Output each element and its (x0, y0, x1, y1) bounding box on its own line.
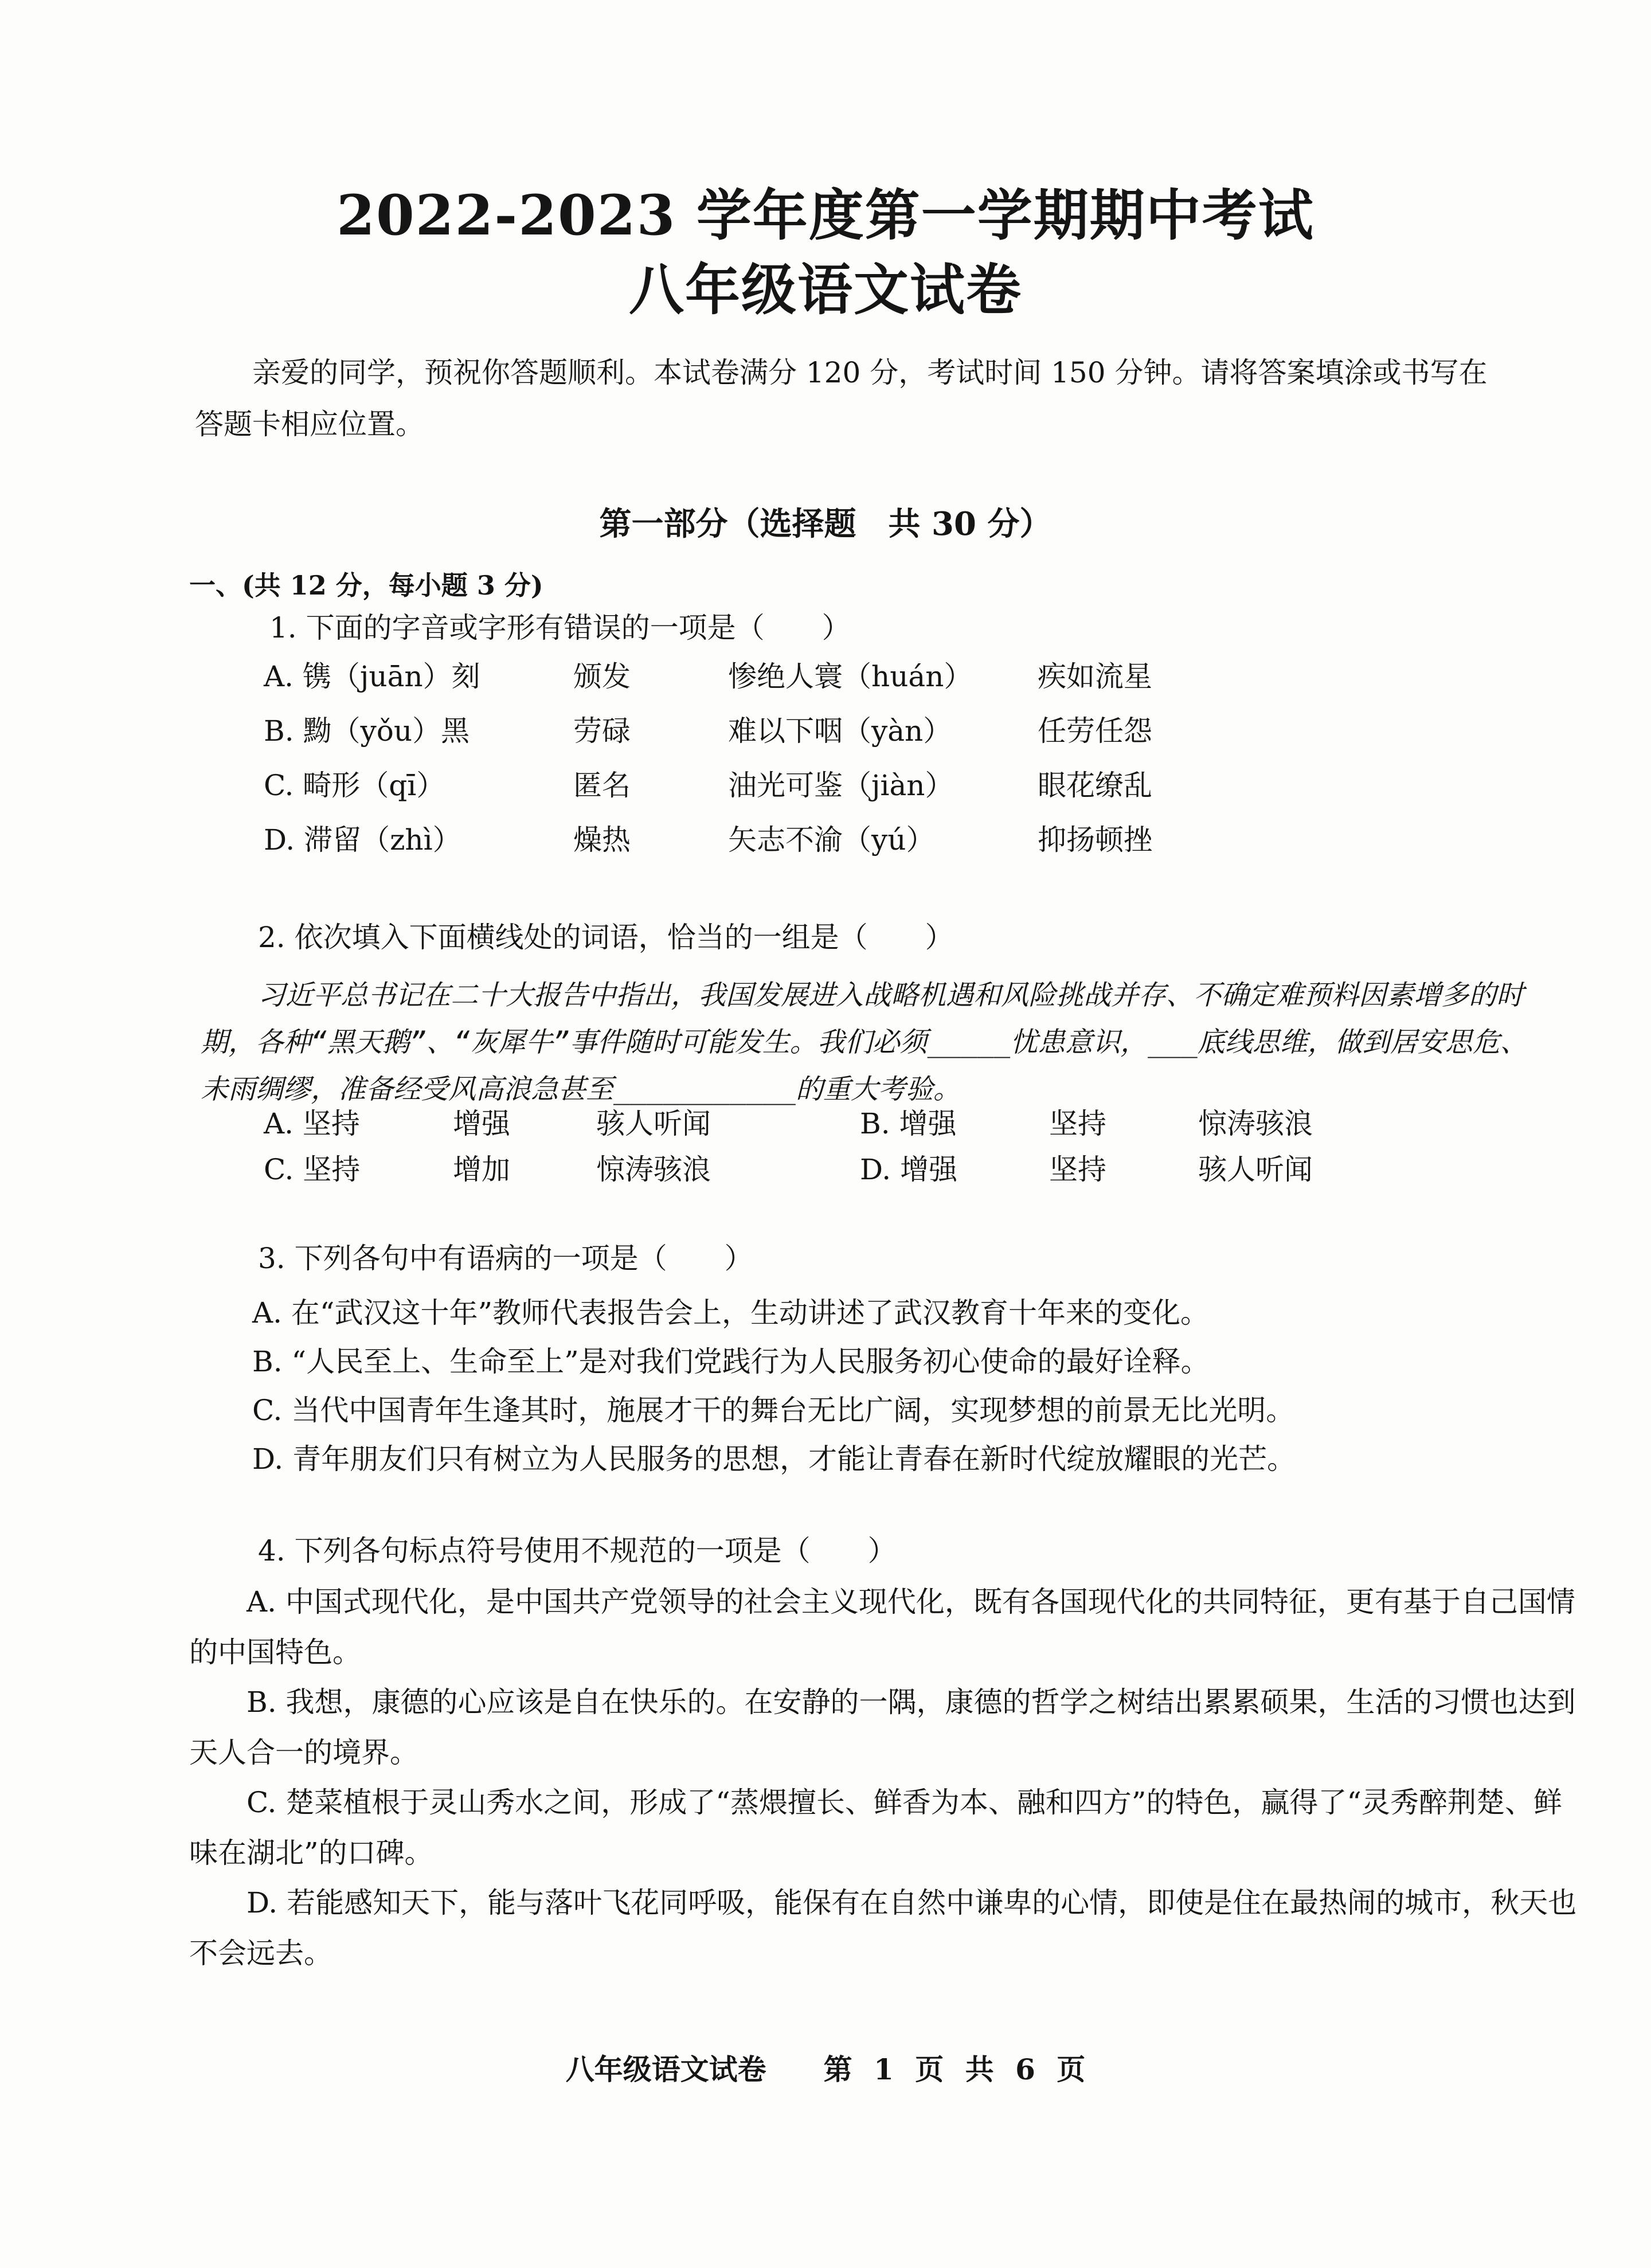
q1-c-item-4: 眼花缭乱 (1038, 769, 1152, 802)
q2-c-word-2: 增加 (453, 1153, 510, 1186)
q4-option-b: B. 我想，康德的心应该是自在快乐的。在安静的一隅，康德的哲学之树结出累累硕果，生活的习惯也达到天人合一的境界。 (189, 1686, 1576, 1769)
q1-a-item-4: 疾如流星 (1038, 660, 1152, 693)
q1-b-item-3: 难以下咽（yàn） (728, 714, 952, 748)
q2-b-word-3: 惊涛骇浪 (1198, 1107, 1313, 1140)
page-footer: 八年级语文试卷 第 1 页 共 6 页 (565, 2052, 1086, 2086)
q2-passage: 习近平总书记在二十大报告中指出，我国发展进入战略机遇和风险挑战并存、不确定难预料因素增多的时期，各种“黑天鹅”、“灰犀牛”事件随时可能发生。我们必须_____忧患意识，___底线思维，做到居安思危、未雨绸缪，准备经受风高浪急甚至___________的重大考验。 (201, 979, 1528, 1105)
q1-d-item-4: 抑扬顿挫 (1038, 823, 1152, 857)
q4-option-c: C. 楚菜植根于灵山秀水之间，形成了“蒸煨擅长、鲜香为本、融和四方”的特色，赢得了“灵秀醉荆楚、鲜味在湖北”的口碑。 (189, 1786, 1562, 1870)
q2-a-word-3: 骇人听闻 (596, 1107, 711, 1140)
q1-stem: 1. 下面的字音或字形有错误的一项是（ ） (269, 611, 851, 644)
q2-d-word-3: 骇人听闻 (1198, 1153, 1313, 1186)
section-title: 第一部分（选择题 共 30 分） (599, 505, 1052, 543)
q2-b-word-2: 坚持 (1049, 1107, 1106, 1140)
q1-c-item-1: C. 畸形（qī） (264, 769, 445, 802)
q2-a-word-2: 增强 (453, 1107, 510, 1140)
intro-paragraph: 亲爱的同学，预祝你答题顺利。本试卷满分 120 分，考试时间 150 分钟。请将答案填涂或书写在答题卡相应位置。 (195, 356, 1488, 441)
q2-stem: 2. 依次填入下面横线处的词语，恰当的一组是（ ） (258, 921, 954, 954)
q1-d-item-1: D. 滞留（zhì） (264, 823, 461, 857)
q4-option-d: D. 若能感知天下，能与落叶飞花同呼吸，能保有在自然中谦卑的心情，即使是住在最热闹的城市，秋天也不会远去。 (189, 1886, 1577, 1970)
q3-option-c: C. 当代中国青年生逢其时，施展才干的舞台无比广阔，实现梦想的前景无比光明。 (252, 1394, 1295, 1427)
q4-stem: 4. 下列各句标点符号使用不规范的一项是（ ） (258, 1534, 897, 1567)
q3-option-a: A. 在“武汉这十年”教师代表报告会上，生动讲述了武汉教育十年来的变化。 (252, 1296, 1210, 1329)
q1-d-item-3: 矢志不渝（yú） (728, 823, 935, 857)
q1-a-item-2: 颁发 (573, 660, 631, 693)
q2-c-label: C. 坚持 (264, 1153, 361, 1186)
q2-b-label: B. 增强 (860, 1107, 957, 1140)
q1-c-item-2: 匿名 (573, 769, 631, 802)
q2-d-label: D. 增强 (860, 1153, 958, 1186)
exam-title: 2022-2023 学年度第一学期期中考试 (337, 183, 1314, 248)
q1-d-item-2: 燥热 (573, 823, 631, 857)
q2-a-label: A. 坚持 (264, 1107, 360, 1140)
q3-stem: 3. 下列各句中有语病的一项是（ ） (258, 1242, 753, 1275)
question-group-header: 一、(共 12 分，每小题 3 分) (189, 570, 543, 601)
q1-b-item-4: 任劳任怨 (1038, 714, 1152, 748)
q1-b-item-2: 劳碌 (573, 714, 631, 748)
q3-option-b: B. “人民至上、生命至上”是对我们党践行为人民服务初心使命的最好诠释。 (252, 1345, 1210, 1378)
q1-b-item-1: B. 黝（yǒu）黑 (264, 714, 470, 748)
q1-a-item-1: A. 镌（juān）刻 (264, 660, 480, 693)
q2-c-word-3: 惊涛骇浪 (596, 1153, 711, 1186)
q2-d-word-2: 坚持 (1049, 1153, 1106, 1186)
q1-a-item-3: 惨绝人寰（huán） (728, 660, 973, 693)
exam-subtitle: 八年级语文试卷 (629, 257, 1022, 322)
q4-option-a: A. 中国式现代化，是中国共产党领导的社会主义现代化，既有各国现代化的共同特征，更有基于自己国情的中国特色。 (189, 1585, 1575, 1669)
q1-c-item-3: 油光可鉴（jiàn） (728, 769, 954, 802)
q3-option-d: D. 青年朋友们只有树立为人民服务的思想，才能让青春在新时代绽放耀眼的光芒。 (252, 1442, 1296, 1476)
